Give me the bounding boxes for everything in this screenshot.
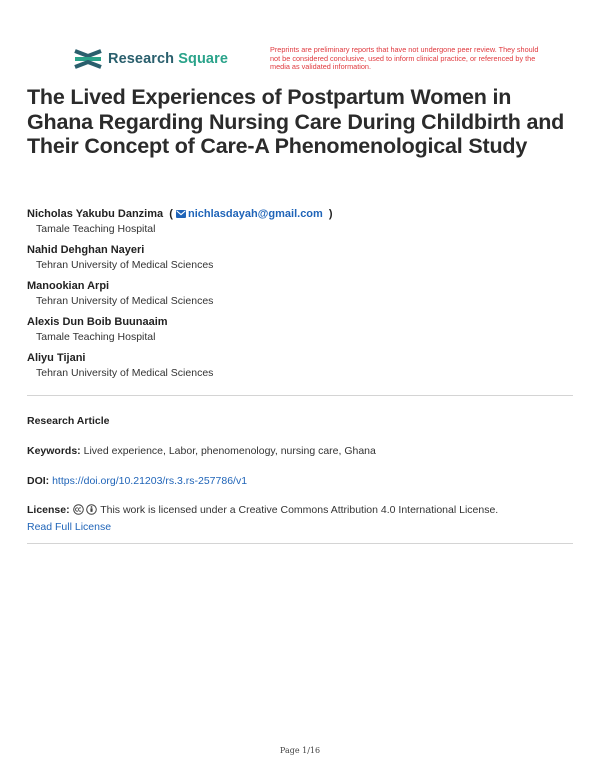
doi-link[interactable]: https://doi.org/10.21203/rs.3.rs-257786/v1 (52, 475, 248, 487)
author-entry (27, 243, 587, 272)
envelope-icon (176, 210, 186, 218)
author-name: Nicholas Yakubu Danzima (27, 208, 164, 220)
page-number: Page 1/16 (279, 746, 321, 755)
article-type: Research Article (27, 415, 110, 427)
preprint-notice: Preprints are preliminary reports that have not undergone peer review. They should not be considered conclusive, used to inform clinical practice, or referenced by the media as validated information. (270, 45, 539, 72)
author-entry (27, 315, 587, 344)
license (27, 503, 577, 517)
keywords (27, 444, 577, 458)
author-entry (27, 279, 587, 308)
research-square-logo[interactable] (74, 48, 228, 70)
doi (27, 474, 577, 488)
author-affiliation: Tamale Teaching Hospital (36, 223, 156, 235)
author-list (27, 207, 587, 387)
divider (27, 395, 573, 396)
paper-title: The Lived Experiences of Postpartum Women in Ghana Regarding Nursing Care During Childbirth and Their Concept of Care-A Phenomenological Study (27, 85, 565, 158)
author-affiliation: Tehran University of Medical Sciences (36, 259, 214, 271)
keywords-label: Keywords: (27, 445, 81, 457)
doi-label: DOI: (27, 475, 50, 487)
author-affiliation: Tamale Teaching Hospital (36, 331, 156, 343)
author-name: Aliyu Tijani (27, 352, 86, 364)
author-entry (27, 351, 587, 380)
read-license (27, 520, 577, 534)
author-affiliation: Tehran University of Medical Sciences (36, 367, 214, 379)
author-name: Alexis Dun Boib Buunaaim (27, 316, 168, 328)
author-name: Manookian Arpi (27, 280, 110, 292)
divider (27, 543, 573, 544)
creative-commons-icon (73, 504, 84, 515)
author-entry: Nicholas Yakubu Danzima ( nichlasdayah@gmail.com ) Tamale Teaching Hospital (27, 207, 587, 236)
license-label: License: (27, 504, 70, 516)
attribution-icon (86, 504, 97, 515)
author-email-link[interactable]: nichlasdayah@gmail.com (176, 208, 326, 220)
license-text: This work is licensed under a Creative Commons Attribution 4.0 International License. (100, 504, 499, 516)
read-full-license-link[interactable]: Read Full License (27, 521, 112, 533)
keywords-value: Lived experience, Labor, phenomenology, nursing care, Ghana (83, 445, 376, 457)
author-affiliation: Tehran University of Medical Sciences (36, 295, 214, 307)
author-name: Nahid Dehghan Nayeri (27, 244, 145, 256)
logo-text: Research Square (108, 51, 228, 67)
research-square-logo-icon (74, 48, 102, 70)
